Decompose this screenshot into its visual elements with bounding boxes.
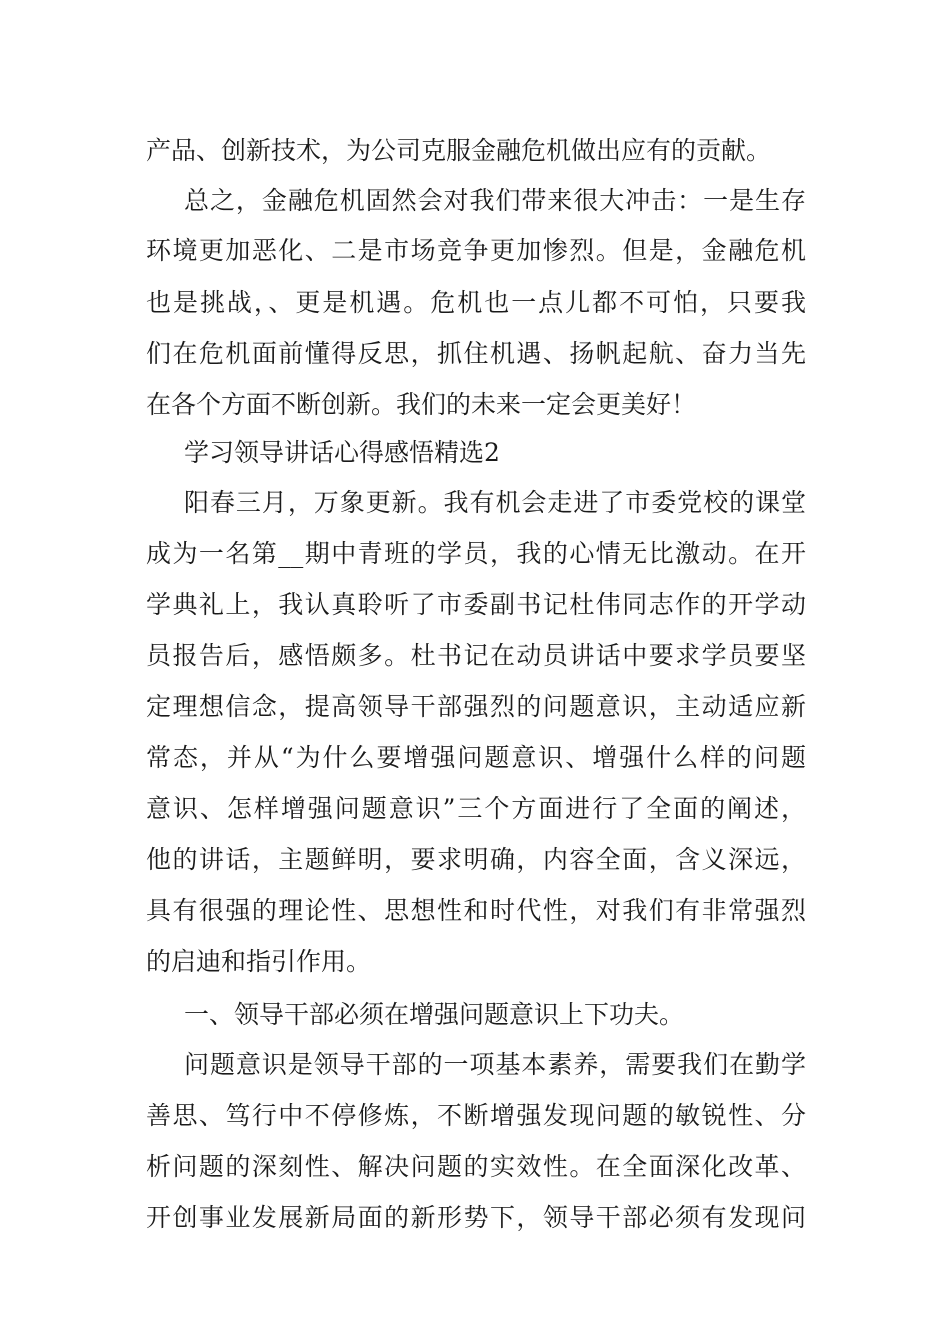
paragraph-line: 问题意识是领导干部的一项基本素养，需要我们在勤学 (184, 1050, 806, 1079)
paragraph-line: 他的讲话，主题鲜明，要求明确，内容全面，含义深远， (146, 845, 806, 874)
paragraph-line: 常态，并从“为什么要增强问题意识、增强什么样的问题 (146, 743, 806, 772)
paragraph-line: 阳春三月，万象更新。我有机会走进了市委党校的课堂 (184, 488, 806, 517)
paragraph-line: 产品、创新技术，为公司克服金融危机做出应有的贡献。 (146, 136, 772, 165)
paragraph-line: 善思、笃行中不停修炼，不断增强发现问题的敏锐性、分 (146, 1101, 806, 1130)
paragraph-line: 在各个方面不断创新。我们的未来一定会更美好！ (146, 390, 697, 419)
paragraph-line: 的启迪和指引作用。 (146, 947, 372, 976)
paragraph-line: 也是挑战，、更是机遇。危机也一点儿都不可怕，只要我 (146, 288, 806, 317)
paragraph-line: 们在危机面前懂得反思，抓住机遇、扬帆起航、奋力当先 (146, 339, 806, 368)
paragraph-line: 总之，金融危机固然会对我们带来很大冲击：一是生存 (184, 186, 806, 215)
section-title: 学习领导讲话心得感悟精选2 (184, 438, 500, 467)
paragraph-line: 意识、怎样增强问题意识”三个方面进行了全面的阐述， (146, 794, 806, 823)
subsection-heading: 一、领导干部必须在增强问题意识上下功夫。 (184, 1000, 685, 1029)
paragraph-line: 环境更加恶化、二是市场竞争更加惨烈。但是，金融危机 (146, 236, 806, 265)
paragraph-line: 具有很强的理论性、思想性和时代性，对我们有非常强烈 (146, 896, 806, 925)
paragraph-line: 员报告后，感悟颇多。杜书记在动员讲话中要求学员要坚 (146, 641, 806, 670)
paragraph-line: 学典礼上，我认真聆听了市委副书记杜伟同志作的开学动 (146, 590, 806, 619)
paragraph-line: 析问题的深刻性、解决问题的实效性。在全面深化改革、 (146, 1152, 806, 1181)
paragraph-line: 开创事业发展新局面的新形势下，领导干部必须有发现问 (146, 1203, 806, 1232)
paragraph-line: 定理想信念，提高领导干部强烈的问题意识，主动适应新 (146, 692, 806, 721)
paragraph-line: 成为一名第__期中青班的学员，我的心情无比激动。在开 (146, 539, 806, 568)
